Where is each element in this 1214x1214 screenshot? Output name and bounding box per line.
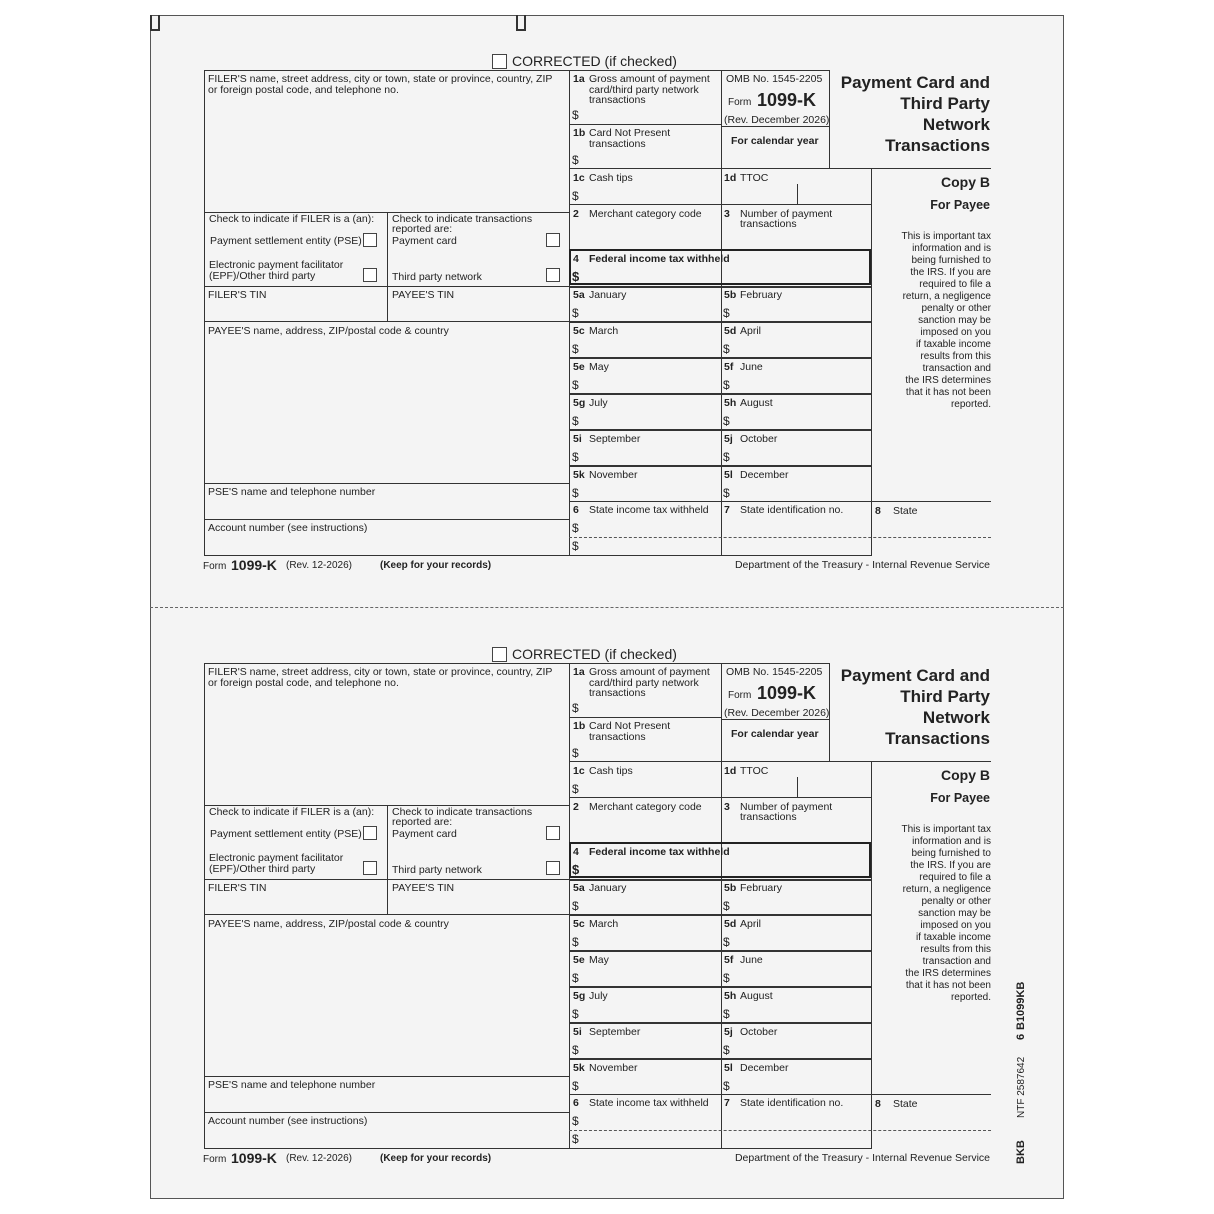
month-box-number: 5b xyxy=(724,882,737,894)
month-box-dollar: $ xyxy=(572,450,579,464)
footer-revision: (Rev. 12-2026) xyxy=(286,560,352,571)
box2-number: 2 xyxy=(573,801,579,813)
footer-department: Department of the Treasury - Internal Revenue Service xyxy=(734,559,990,571)
calendar-year-label: For calendar year xyxy=(731,135,819,147)
month-box-label: July xyxy=(589,990,608,1002)
payment-card-label: Payment card xyxy=(392,828,457,840)
notice-text: This is important tax information and is being furnished to the IRS. If you are required to file a return, a negligence penalty or other sanction may be imposed on you if taxable income results from this transaction and the IRS determines that it has not been reported. xyxy=(901,824,991,1003)
box8-number: 8 xyxy=(875,1098,881,1110)
payment-card-checkbox[interactable] xyxy=(546,233,560,247)
month-box-number: 5j xyxy=(724,433,733,445)
box7-label: State identification no. xyxy=(740,1097,844,1109)
pse-checkbox[interactable] xyxy=(363,233,377,247)
pse-name-label: PSE'S name and telephone number xyxy=(208,486,376,498)
month-box-dollar: $ xyxy=(572,414,579,428)
month-box-dollar: $ xyxy=(572,899,579,913)
month-box-number: 5c xyxy=(573,325,585,337)
month-box-number: 5h xyxy=(724,990,737,1002)
calendar-year-label: For calendar year xyxy=(731,728,819,740)
box1b-label: Card Not Present transactions xyxy=(589,127,671,150)
month-box-dollar: $ xyxy=(723,899,730,913)
box8-label: State xyxy=(893,1098,918,1110)
footer-form-word: Form xyxy=(203,1154,227,1165)
revision-label: (Rev. December 2026) xyxy=(724,707,830,719)
payment-card-label: Payment card xyxy=(392,235,457,247)
box4-number: 4 xyxy=(573,253,579,265)
month-box-dollar: $ xyxy=(572,378,579,392)
filer-tin-label: FILER'S TIN xyxy=(208,289,267,301)
month-box-number: 5i xyxy=(573,433,582,445)
box1c-number: 1c xyxy=(573,172,585,184)
month-box-dollar: $ xyxy=(723,342,730,356)
box4-label: Federal income tax withheld xyxy=(589,846,730,858)
check-filer-label: Check to indicate if FILER is a (an): xyxy=(209,213,375,225)
month-box-dollar: $ xyxy=(723,1043,730,1057)
payee-name-label: PAYEE'S name, address, ZIP/postal code & country xyxy=(208,325,449,337)
box4-dollar: $ xyxy=(572,862,580,877)
box6-dollar-2: $ xyxy=(572,539,579,553)
month-box-number: 5f xyxy=(724,954,734,966)
notice-text: This is important tax information and is being furnished to the IRS. If you are required to file a return, a negligence penalty or other sanction may be imposed on you if taxable income results from this transaction and the IRS determines that it has not been reported. xyxy=(901,231,991,410)
month-box-number: 5j xyxy=(724,1026,733,1038)
box1c-dollar: $ xyxy=(572,782,579,796)
box8-number: 8 xyxy=(875,505,881,517)
epf-checkbox[interactable] xyxy=(363,861,377,875)
month-box-number: 5h xyxy=(724,397,737,409)
month-box-number: 5a xyxy=(573,289,585,301)
month-box-number: 5k xyxy=(573,1062,585,1074)
month-box-label: November xyxy=(589,469,638,481)
month-box-number: 5d xyxy=(724,325,737,337)
month-box-number: 5c xyxy=(573,918,585,930)
month-box-label: November xyxy=(589,1062,638,1074)
omb-number: OMB No. 1545-2205 xyxy=(726,666,823,678)
side-code-b1099kb: B1099KB xyxy=(1015,981,1027,1030)
side-code-bkb: BKB xyxy=(1015,1140,1027,1164)
box6-dollar-1: $ xyxy=(572,521,579,535)
box1a-number: 1a xyxy=(573,73,585,85)
box1a-dollar: $ xyxy=(572,701,579,715)
check-transactions-label: Check to indicate transactions reported are: xyxy=(392,806,533,828)
corrected-checkbox[interactable] xyxy=(492,647,507,662)
payee-tin-label: PAYEE'S TIN xyxy=(392,882,455,894)
footer-department: Department of the Treasury - Internal Revenue Service xyxy=(734,1152,990,1164)
box1a-label: Gross amount of payment card/third party network transactions xyxy=(589,666,710,699)
form-title: Payment Card and Third Party Network Transactions xyxy=(840,666,990,748)
epf-label: Electronic payment facilitator (EPF)/Other third party xyxy=(209,852,344,875)
third-party-label: Third party network xyxy=(392,864,482,876)
month-box-dollar: $ xyxy=(723,1079,730,1093)
month-box-label: April xyxy=(740,918,762,930)
copy-label: Copy B xyxy=(941,174,990,190)
payment-card-checkbox[interactable] xyxy=(546,826,560,840)
month-box-dollar: $ xyxy=(723,450,730,464)
box1d-label: TTOC xyxy=(740,765,769,777)
form-word: Form xyxy=(728,690,752,701)
payee-tin-label: PAYEE'S TIN xyxy=(392,289,455,301)
month-box-label: December xyxy=(740,469,789,481)
month-box-label: September xyxy=(589,1026,641,1038)
account-number-label: Account number (see instructions) xyxy=(208,522,368,534)
month-box-label: August xyxy=(740,990,773,1002)
box1b-number: 1b xyxy=(573,127,586,139)
month-box-dollar: $ xyxy=(572,1007,579,1021)
box1c-dollar: $ xyxy=(572,189,579,203)
month-box-label: October xyxy=(740,433,778,445)
box6-dollar-1: $ xyxy=(572,1114,579,1128)
month-box-dollar: $ xyxy=(572,306,579,320)
month-box-dollar: $ xyxy=(723,306,730,320)
month-box-dollar: $ xyxy=(723,971,730,985)
pse-name-label: PSE'S name and telephone number xyxy=(208,1079,376,1091)
form-copy-top xyxy=(0,16,1214,609)
box6-label: State income tax withheld xyxy=(589,504,709,516)
box1b-number: 1b xyxy=(573,720,586,732)
month-box-label: September xyxy=(589,433,641,445)
month-box-label: April xyxy=(740,325,762,337)
omb-number: OMB No. 1545-2205 xyxy=(726,73,823,85)
month-box-dollar: $ xyxy=(723,1007,730,1021)
month-box-label: October xyxy=(740,1026,778,1038)
month-box-dollar: $ xyxy=(723,414,730,428)
box1b-dollar: $ xyxy=(572,746,579,760)
footer-keep: (Keep for your records) xyxy=(380,560,492,571)
month-box-number: 5l xyxy=(724,469,733,481)
box1c-label: Cash tips xyxy=(589,765,633,777)
revision-label: (Rev. December 2026) xyxy=(724,114,830,126)
box1a-number: 1a xyxy=(573,666,585,678)
third-party-label: Third party network xyxy=(392,271,482,283)
month-box-number: 5g xyxy=(573,397,586,409)
box2-label: Merchant category code xyxy=(589,801,702,813)
box1c-number: 1c xyxy=(573,765,585,777)
month-box-number: 5a xyxy=(573,882,585,894)
box4-dollar: $ xyxy=(572,269,580,284)
month-box-dollar: $ xyxy=(572,342,579,356)
box1c-label: Cash tips xyxy=(589,172,633,184)
month-box-label: December xyxy=(740,1062,789,1074)
month-box-number: 5d xyxy=(724,918,737,930)
check-transactions-label: Check to indicate transactions reported are: xyxy=(392,213,533,235)
footer-form-number: 1099-K xyxy=(231,1150,277,1166)
pse-label: Payment settlement entity (PSE) xyxy=(210,828,362,840)
box7-label: State identification no. xyxy=(740,504,844,516)
month-box-number: 5e xyxy=(573,361,585,373)
box6-label: State income tax withheld xyxy=(589,1097,709,1109)
copy-label: Copy B xyxy=(941,767,990,783)
corrected-checkbox[interactable] xyxy=(492,54,507,69)
month-box-label: May xyxy=(589,361,609,373)
for-payee-label: For Payee xyxy=(930,198,990,212)
box1b-label: Card Not Present transactions xyxy=(589,720,671,743)
filer-name-label: FILER'S name, street address, city or town, state or province, country, ZIP or foreign postal code, and telephone no. xyxy=(208,666,553,689)
third-party-checkbox[interactable] xyxy=(546,268,560,282)
payee-name-label: PAYEE'S name, address, ZIP/postal code & country xyxy=(208,918,449,930)
box1d-number: 1d xyxy=(724,172,737,184)
footer-form-number: 1099-K xyxy=(231,557,277,573)
form-copy-bottom xyxy=(0,609,1214,1202)
month-box-number: 5b xyxy=(724,289,737,301)
third-party-checkbox[interactable] xyxy=(546,861,560,875)
form-number: 1099-K xyxy=(757,683,817,703)
pse-label: Payment settlement entity (PSE) xyxy=(210,235,362,247)
filer-name-label: FILER'S name, street address, city or town, state or province, country, ZIP or foreign postal code, and telephone no. xyxy=(208,73,553,96)
footer-revision: (Rev. 12-2026) xyxy=(286,1153,352,1164)
month-box-dollar: $ xyxy=(723,378,730,392)
month-box-number: 5e xyxy=(573,954,585,966)
month-box-number: 5f xyxy=(724,361,734,373)
box6-number: 6 xyxy=(573,504,579,516)
check-filer-label: Check to indicate if FILER is a (an): xyxy=(209,806,375,818)
box2-number: 2 xyxy=(573,208,579,220)
month-box-label: August xyxy=(740,397,773,409)
month-box-number: 5g xyxy=(573,990,586,1002)
corrected-label: CORRECTED (if checked) xyxy=(512,646,677,662)
month-box-label: March xyxy=(589,918,619,930)
month-box-label: May xyxy=(589,954,609,966)
box4-number: 4 xyxy=(573,846,579,858)
month-box-label: July xyxy=(589,397,608,409)
epf-label: Electronic payment facilitator (EPF)/Other third party xyxy=(209,259,344,282)
for-payee-label: For Payee xyxy=(930,791,990,805)
box1d-label: TTOC xyxy=(740,172,769,184)
footer-keep: (Keep for your records) xyxy=(380,1153,492,1164)
box1a-label: Gross amount of payment card/third party network transactions xyxy=(589,73,710,106)
month-box-dollar: $ xyxy=(572,971,579,985)
box3-number: 3 xyxy=(724,208,730,220)
month-box-label: March xyxy=(589,325,619,337)
box3-label: Number of payment transactions xyxy=(740,208,833,230)
month-box-dollar: $ xyxy=(572,935,579,949)
footer-form-word: Form xyxy=(203,561,227,572)
month-box-label: June xyxy=(740,361,763,373)
account-number-label: Account number (see instructions) xyxy=(208,1115,368,1127)
box1d-number: 1d xyxy=(724,765,737,777)
pse-checkbox[interactable] xyxy=(363,826,377,840)
month-box-dollar: $ xyxy=(572,1043,579,1057)
side-code-ntf: NTF 2587642 xyxy=(1016,1056,1027,1118)
month-box-label: February xyxy=(740,882,783,894)
box2-label: Merchant category code xyxy=(589,208,702,220)
month-box-label: February xyxy=(740,289,783,301)
month-box-dollar: $ xyxy=(572,1079,579,1093)
month-box-number: 5k xyxy=(573,469,585,481)
box3-label: Number of payment transactions xyxy=(740,801,833,823)
month-box-label: January xyxy=(589,882,627,894)
box7-number: 7 xyxy=(724,504,730,516)
side-code-6: 6 xyxy=(1015,1033,1027,1040)
form-title: Payment Card and Third Party Network Transactions xyxy=(840,73,990,155)
box1b-dollar: $ xyxy=(572,153,579,167)
form-number: 1099-K xyxy=(757,90,817,110)
month-box-dollar: $ xyxy=(572,486,579,500)
corrected-label: CORRECTED (if checked) xyxy=(512,53,677,69)
month-box-label: January xyxy=(589,289,627,301)
month-box-dollar: $ xyxy=(723,935,730,949)
month-box-label: June xyxy=(740,954,763,966)
month-box-number: 5l xyxy=(724,1062,733,1074)
form-word: Form xyxy=(728,97,752,108)
box4-label: Federal income tax withheld xyxy=(589,253,730,265)
box1a-dollar: $ xyxy=(572,108,579,122)
filer-tin-label: FILER'S TIN xyxy=(208,882,267,894)
box6-number: 6 xyxy=(573,1097,579,1109)
month-box-number: 5i xyxy=(573,1026,582,1038)
box8-label: State xyxy=(893,505,918,517)
month-box-dollar: $ xyxy=(723,486,730,500)
box3-number: 3 xyxy=(724,801,730,813)
epf-checkbox[interactable] xyxy=(363,268,377,282)
box7-number: 7 xyxy=(724,1097,730,1109)
box6-dollar-2: $ xyxy=(572,1132,579,1146)
